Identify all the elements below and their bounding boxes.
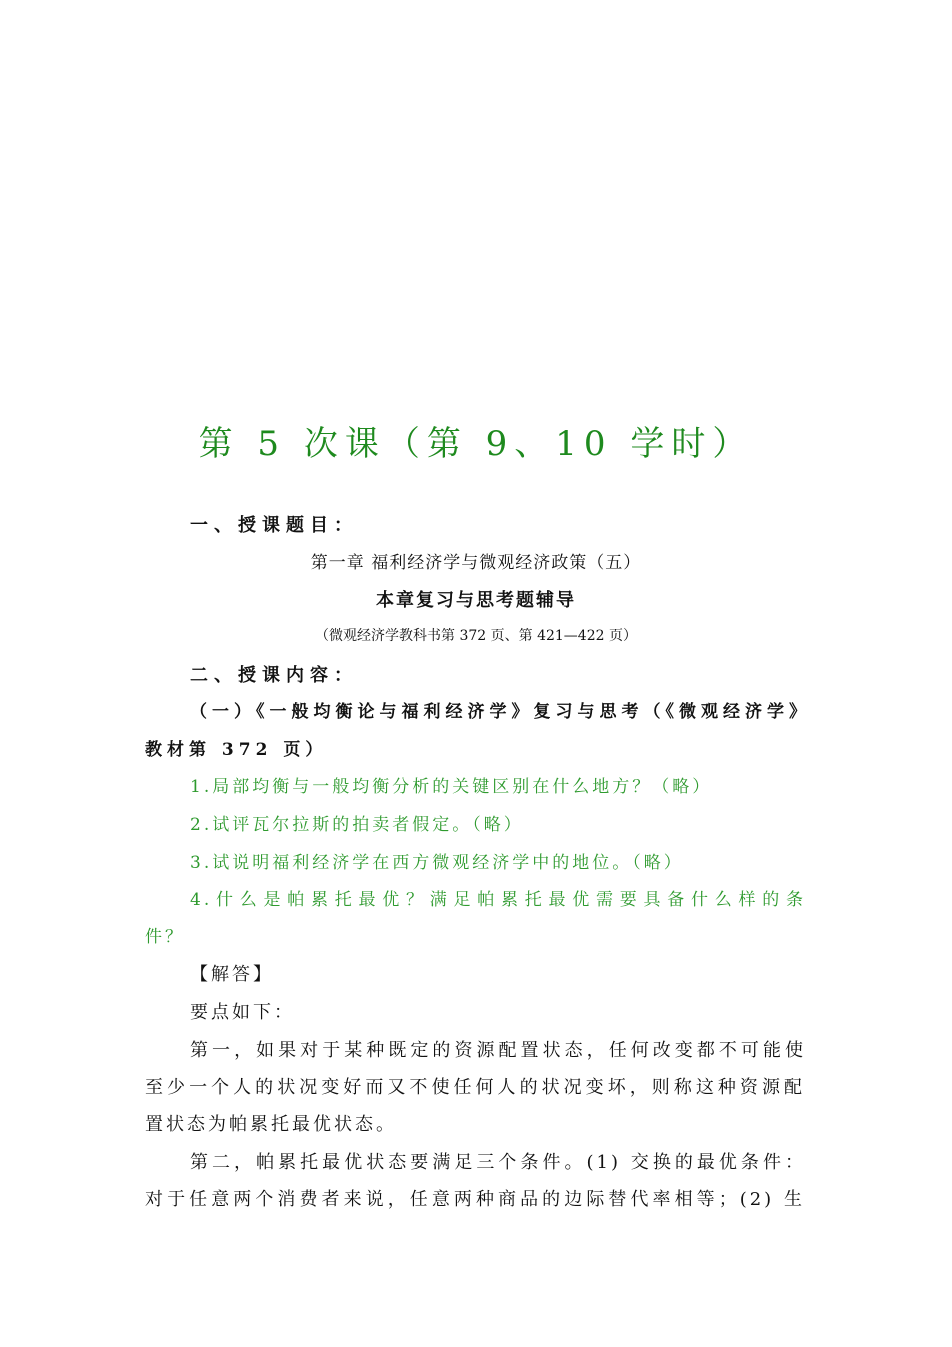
point-1-line1: 第一，如果对于某种既定的资源配置状态，任何改变都不可能使 bbox=[190, 1040, 806, 1061]
answer-label: 【解答】 bbox=[190, 964, 274, 985]
question-4-line1: 4.什么是帕累托最优？满足帕累托最优需要具备什么样的条 bbox=[190, 890, 806, 910]
chapter-subtitle: 本章复习与思考题辅导 bbox=[376, 590, 576, 611]
point-1-line3: 置状态为帕累托最优状态。 bbox=[145, 1114, 397, 1135]
lesson-title: 第 5 次课（第 9、10 学时） bbox=[198, 424, 754, 464]
chapter-title: 第一章 福利经济学与微观经济政策（五） bbox=[310, 553, 642, 573]
point-2-line1: 第二，帕累托最优状态要满足三个条件。(1) 交换的最优条件： bbox=[190, 1152, 806, 1173]
part-heading-line1: （一）《一般均衡论与福利经济学》复习与思考（《微观经济学》 bbox=[190, 702, 811, 722]
textbook-reference: （微观经济学教科书第 372 页、第 421—422 页） bbox=[315, 628, 637, 644]
question-1: 1.局部均衡与一般均衡分析的关键区别在什么地方？（略） bbox=[190, 777, 713, 797]
points-intro: 要点如下： bbox=[190, 1002, 295, 1023]
question-4-line2: 件？ bbox=[145, 927, 185, 947]
question-2: 2.试评瓦尔拉斯的拍卖者假定。（略） bbox=[190, 815, 524, 835]
section-heading-topic: 一、授课题目： bbox=[190, 515, 358, 536]
section-heading-content: 二、授课内容： bbox=[190, 665, 358, 686]
question-3: 3.试说明福利经济学在西方微观经济学中的地位。（略） bbox=[190, 853, 684, 873]
point-2-line2: 对于任意两个消费者来说，任意两种商品的边际替代率相等；(2) 生 bbox=[145, 1189, 805, 1210]
point-1-line2: 至少一个人的状况变好而又不使任何人的状况变坏，则称这种资源配 bbox=[145, 1077, 805, 1098]
part-heading-line2: 教材第 372 页） bbox=[145, 740, 328, 760]
